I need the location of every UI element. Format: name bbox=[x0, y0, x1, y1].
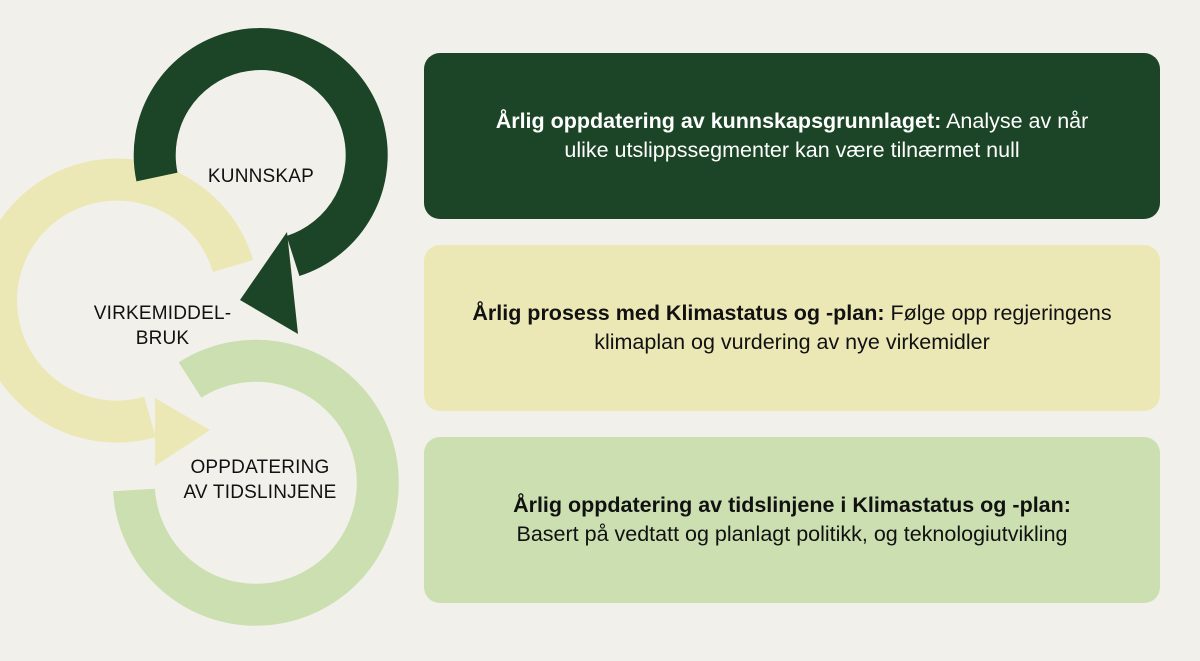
oppdatering-line-1: OPPDATERING bbox=[190, 457, 330, 478]
oppdatering-line-2: AV TIDSLINJENE bbox=[183, 482, 337, 503]
klimastatus-prosess-box bbox=[424, 245, 1160, 411]
klimastatus-prosess-title: Årlig prosess med Klimastatus og -plan: bbox=[472, 301, 885, 325]
kunnskapsgrunnlag-body: Analyse av når ulike utslippssegmenter kan være tilnærmet null bbox=[564, 109, 1089, 162]
kunnskapsgrunnlag-text bbox=[472, 107, 1112, 165]
klimastatus-prosess-text bbox=[472, 299, 1112, 357]
kunnskapsgrunnlag-box bbox=[424, 53, 1160, 219]
virkemiddelbruk-label bbox=[80, 301, 245, 351]
kunnskap-text: KUNNSKAP bbox=[207, 166, 315, 187]
tidslinjer-box bbox=[424, 437, 1160, 603]
virkemiddel-line-1: VIRKEMIDDEL- bbox=[93, 303, 232, 324]
virkemiddel-line-2: BRUK bbox=[135, 328, 190, 349]
klimastatus-prosess-body: Følge opp regjeringens klimaplan og vurdering av nye virkemidler bbox=[594, 301, 1112, 354]
kunnskap-label bbox=[195, 164, 327, 189]
kunnskap-arrowhead bbox=[240, 232, 298, 334]
oppdatering-label bbox=[170, 455, 350, 505]
tidslinjer-title: Årlig oppdatering av tidslinjene i Klimastatus og -plan: bbox=[513, 493, 1071, 517]
tidslinjer-body: Basert på vedtatt og planlagt politikk, og teknologiutvikling bbox=[516, 522, 1068, 546]
tidslinjer-text bbox=[513, 491, 1071, 549]
kunnskapsgrunnlag-title: Årlig oppdatering av kunnskapsgrunnlaget: bbox=[495, 109, 942, 133]
